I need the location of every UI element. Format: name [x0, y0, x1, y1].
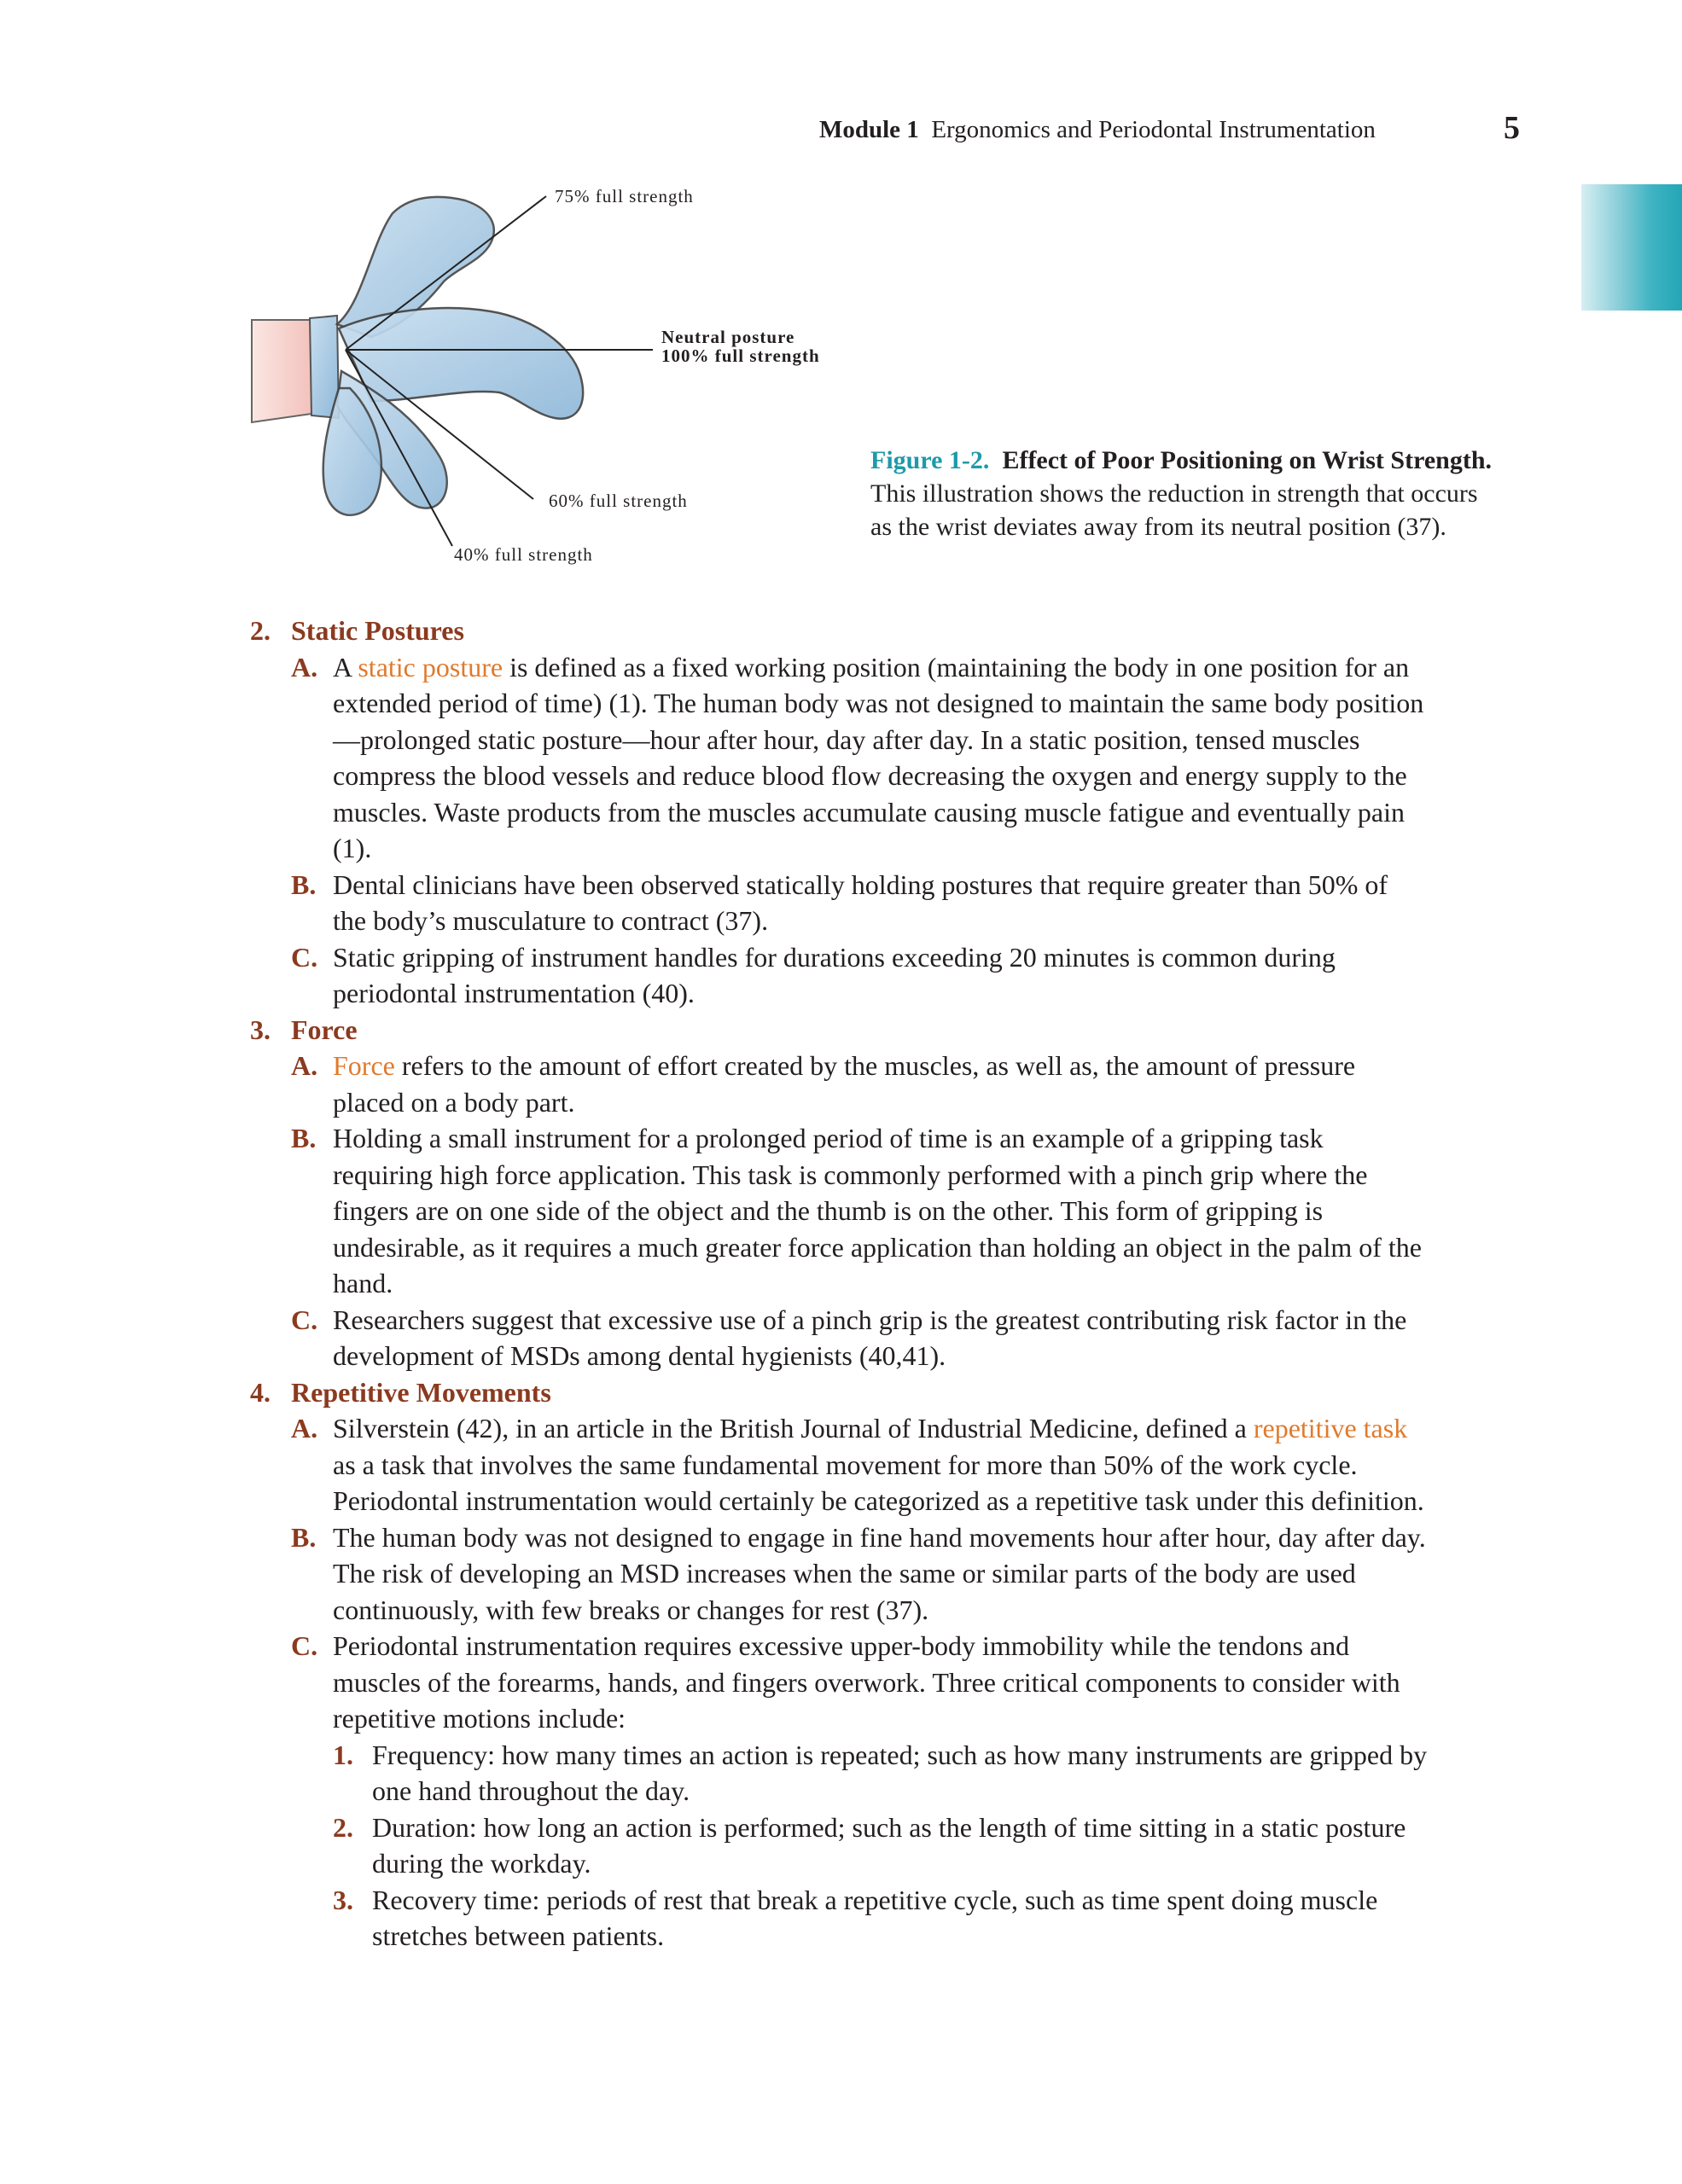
figure-description: This illustration shows the reduction in strength that occurs as the wrist deviates away from its neutral position (37).: [870, 479, 1478, 541]
list-item: A. Force refers to the amount of effort created by the muscles, as well as, the amount of pressure placed on a body part.: [291, 1050, 1356, 1118]
list-item: B. Dental clinicians have been observed statically holding postures that require greater than 50% of the body’s musculature to contract (37).: [291, 868, 1388, 936]
sub-list-item: 3. Recovery time: periods of rest that break a repetitive cycle, such as time spent doing muscle stretches between patients.: [333, 1884, 1378, 1951]
forearm-shape: [252, 320, 311, 422]
chapter-tab: [1581, 184, 1682, 311]
page-number: 5: [1504, 110, 1520, 146]
wrist-illustration: [243, 175, 858, 576]
sub-list-item: 1. Frequency: how many times an action is repeated; such as how many instruments are gripped by one hand throughout the day.: [333, 1739, 1428, 1806]
list-item: A. Silverstein (42), in an article in the British Journal of Industrial Medicine, defined a repetitive task as a task that involves the same fundamental movement for more than 50% of the work cycle. Periodontal instrumentation would certainly be categorized as a repetitive task under this definition.: [291, 1413, 1424, 1516]
figure-number: Figure 1-2.: [870, 446, 990, 474]
sub-list-item: 2. Duration: how long an action is performed; such as the length of time sitting in a static posture during the workday.: [333, 1811, 1406, 1879]
list-item: A. A static posture is defined as a fixed working position (maintaining the body in one position for an extended period of time) (1). The human body was not designed to maintain the same body position—prolonged static posture—hour after hour, day after day. In a static position, tensed muscles compress the blood vessels and reduce blood flow decreasing the oxygen and energy supply to the muscles. Waste products from the muscles accumulate causing muscle fatigue and eventually pain (1).: [291, 651, 1424, 863]
glossary-term: static posture: [358, 651, 503, 682]
body-text: [250, 613, 1428, 1955]
list-item: C. Researchers suggest that excessive use of a pinch grip is the greatest contributing risk factor in the development of MSDs among dental hygienists (40,41).: [291, 1304, 1407, 1371]
figure-title: Effect of Poor Positioning on Wrist Strength.: [1002, 446, 1493, 474]
glossary-term: Force: [333, 1050, 395, 1081]
figure-caption: [870, 444, 1493, 543]
list-item: C. Periodontal instrumentation requires excessive upper-body immobility while the tendons and muscles of the forearms, hands, and fingers overwork. Three critical components to consider with repetitive motions include:: [291, 1630, 1400, 1734]
section-heading: 4. Repetitive Movements: [250, 1376, 551, 1408]
label-60-percent: 60% full strength: [549, 491, 688, 511]
wrist-strength-figure: [243, 175, 858, 576]
section-heading: 2. Static Postures: [250, 615, 464, 646]
label-100-percent: 100% full strength: [661, 346, 820, 366]
list-item: B. The human body was not designed to engage in fine hand movements hour after hour, day after day. The risk of developing an MSD increases when the same or similar parts of the body are used continuously, with few breaks or changes for rest (37).: [291, 1521, 1426, 1625]
label-75-percent: 75% full strength: [555, 186, 694, 206]
label-neutral-posture: Neutral posture: [661, 327, 795, 347]
glossary-term: repetitive task: [1253, 1413, 1408, 1443]
section-heading: 3. Force: [250, 1014, 358, 1045]
list-item: B. Holding a small instrument for a prolonged period of time is an example of a gripping task requiring high force application. This task is commonly performed with a pinch grip where the fingers are on one side of the object and the thumb is on the other. This form of gripping is undesirable, as it requires a much greater force application than holding an object in the palm of the hand.: [291, 1123, 1422, 1298]
label-40-percent: 40% full strength: [454, 544, 593, 565]
list-item: C. Static gripping of instrument handles for durations exceeding 20 minutes is common during periodontal instrumentation (40).: [291, 941, 1336, 1008]
running-header: [819, 116, 1519, 144]
module-label: Module 1: [819, 116, 919, 143]
module-title: Ergonomics and Periodontal Instrumentation: [931, 116, 1376, 143]
